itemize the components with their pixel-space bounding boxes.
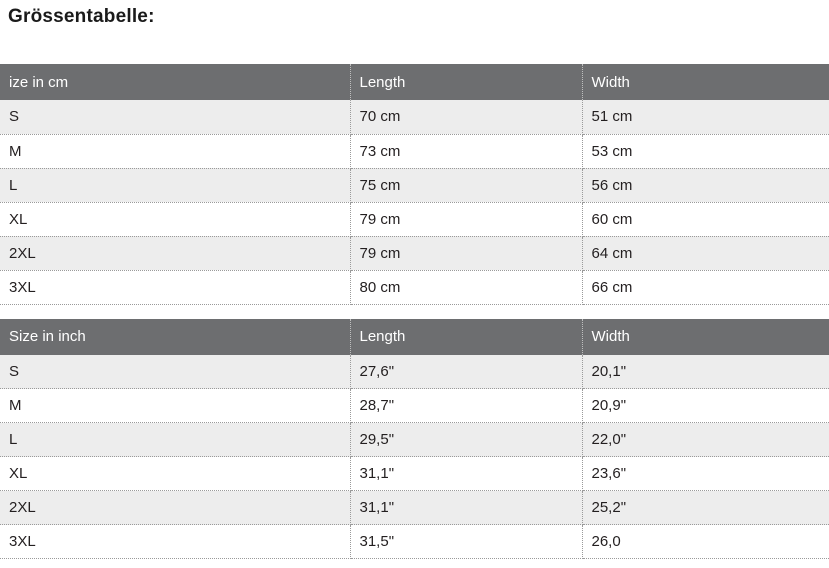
cell-width: 51 cm — [582, 100, 829, 134]
cell-size: S — [0, 100, 350, 134]
cell-length: 27,6" — [350, 355, 582, 389]
table-row — [0, 491, 829, 525]
cell-width: 60 cm — [582, 202, 829, 236]
cell-width: 26,0 — [582, 525, 829, 559]
cell-length: 73 cm — [350, 134, 582, 168]
table-header-row — [0, 319, 829, 355]
size-tables-container — [0, 64, 829, 559]
column-header-length-cm: Length — [350, 64, 582, 100]
cell-size: M — [0, 134, 350, 168]
cell-size: 3XL — [0, 270, 350, 304]
column-header-size-cm: ize in cm — [0, 64, 350, 100]
table-row — [0, 202, 829, 236]
size-table-inch — [0, 319, 829, 560]
column-header-size-inch: Size in inch — [0, 319, 350, 355]
cell-width: 20,9" — [582, 389, 829, 423]
table-row — [0, 270, 829, 304]
table-row — [0, 423, 829, 457]
size-table-cm — [0, 64, 829, 305]
cell-size: L — [0, 423, 350, 457]
cell-size: M — [0, 389, 350, 423]
table-row — [0, 100, 829, 134]
cell-size: 3XL — [0, 525, 350, 559]
table-body-cm — [0, 100, 829, 304]
cell-width: 64 cm — [582, 236, 829, 270]
table-body-inch — [0, 355, 829, 559]
cell-length: 79 cm — [350, 236, 582, 270]
cell-length: 31,5" — [350, 525, 582, 559]
column-header-length-inch: Length — [350, 319, 582, 355]
table-divider — [0, 305, 829, 319]
cell-width: 25,2" — [582, 491, 829, 525]
cell-length: 29,5" — [350, 423, 582, 457]
table-row — [0, 134, 829, 168]
cell-length: 79 cm — [350, 202, 582, 236]
page-title: Grössentabelle: — [8, 6, 155, 27]
cell-size: L — [0, 168, 350, 202]
table-row — [0, 389, 829, 423]
cell-width: 56 cm — [582, 168, 829, 202]
table-row — [0, 525, 829, 559]
table-header-inch — [0, 319, 829, 355]
cell-size: XL — [0, 202, 350, 236]
cell-length: 75 cm — [350, 168, 582, 202]
column-header-width-cm: Width — [582, 64, 829, 100]
cell-length: 28,7" — [350, 389, 582, 423]
column-header-width-inch: Width — [582, 319, 829, 355]
table-row — [0, 236, 829, 270]
cell-width: 23,6" — [582, 457, 829, 491]
table-row — [0, 457, 829, 491]
cell-length: 80 cm — [350, 270, 582, 304]
cell-size: 2XL — [0, 491, 350, 525]
cell-size: S — [0, 355, 350, 389]
table-row — [0, 168, 829, 202]
cell-length: 31,1" — [350, 491, 582, 525]
cell-length: 31,1" — [350, 457, 582, 491]
cell-width: 22,0" — [582, 423, 829, 457]
cell-width: 20,1" — [582, 355, 829, 389]
cell-width: 53 cm — [582, 134, 829, 168]
table-header-row — [0, 64, 829, 100]
table-row — [0, 355, 829, 389]
cell-size: XL — [0, 457, 350, 491]
table-header-cm — [0, 64, 829, 100]
cell-size: 2XL — [0, 236, 350, 270]
cell-width: 66 cm — [582, 270, 829, 304]
cell-length: 70 cm — [350, 100, 582, 134]
